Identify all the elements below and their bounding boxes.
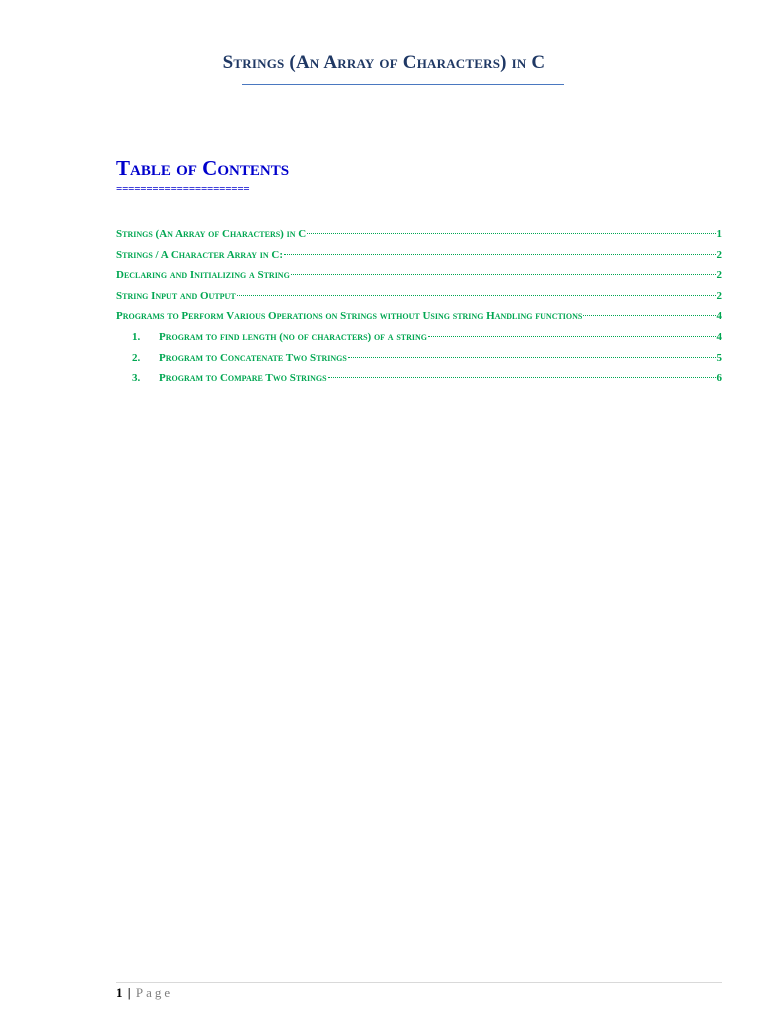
toc-leader-dots bbox=[328, 377, 716, 378]
toc-leader-dots bbox=[291, 274, 716, 275]
toc-subentry[interactable] bbox=[116, 331, 722, 352]
toc-entry[interactable] bbox=[116, 228, 722, 249]
toc-entry-text: Program to Compare Two Strings bbox=[159, 372, 327, 385]
toc-entry[interactable] bbox=[116, 310, 722, 331]
toc-leader-dots bbox=[284, 254, 715, 255]
footer-separator: | bbox=[127, 985, 131, 1000]
toc-entry-page: 1 bbox=[716, 228, 722, 240]
toc-entry-page: 2 bbox=[716, 269, 722, 282]
toc-entry-page: 5 bbox=[716, 351, 722, 364]
toc-entry-page: 6 bbox=[716, 372, 722, 385]
toc-entry-text: Program to find length (no of characters) of a string bbox=[159, 330, 428, 343]
toc-entry-text: Program to Concatenate Two Strings bbox=[159, 351, 347, 364]
toc-entry-text: Strings (An Array of Characters) in C bbox=[116, 228, 307, 240]
toc-entry-text: String Input and Output bbox=[116, 289, 236, 302]
toc-leader-dots bbox=[237, 295, 716, 296]
toc-entry-page: 4 bbox=[716, 330, 722, 343]
toc-leader-dots bbox=[307, 233, 715, 234]
toc-subentry[interactable] bbox=[116, 372, 722, 393]
toc-subentry[interactable] bbox=[116, 352, 722, 373]
toc-list bbox=[116, 228, 722, 393]
toc-entry-page: 2 bbox=[716, 248, 722, 261]
page-footer bbox=[116, 985, 173, 1001]
toc-entry[interactable] bbox=[116, 269, 722, 290]
toc-entry-number: 2. bbox=[132, 351, 141, 364]
toc-entry-text: Programs to Perform Various Operations on Strings without Using string Handling functions bbox=[116, 310, 583, 323]
toc-leader-dots bbox=[583, 315, 715, 316]
toc-entry-text: Declaring and Initializing a String bbox=[116, 269, 290, 282]
toc-heading-underline: ====================== bbox=[116, 183, 250, 195]
toc-entry[interactable] bbox=[116, 249, 722, 270]
toc-leader-dots bbox=[428, 336, 715, 337]
toc-entry-page: 2 bbox=[716, 289, 722, 302]
document-title: Strings (An Array of Characters) in C bbox=[222, 52, 546, 73]
toc-entry-text: Strings / A Character Array in C: bbox=[116, 248, 284, 261]
toc-entry-number: 1. bbox=[132, 330, 141, 343]
footer-divider bbox=[116, 982, 722, 983]
footer-page-number: 1 bbox=[116, 985, 123, 1000]
toc-entry-number: 3. bbox=[132, 372, 141, 385]
toc-leader-dots bbox=[348, 357, 716, 358]
toc-entry-page: 4 bbox=[716, 310, 722, 323]
toc-entry[interactable] bbox=[116, 290, 722, 311]
footer-page-label: Page bbox=[135, 985, 174, 1000]
title-underline bbox=[242, 84, 564, 85]
toc-heading: Table of Contents bbox=[116, 156, 290, 180]
